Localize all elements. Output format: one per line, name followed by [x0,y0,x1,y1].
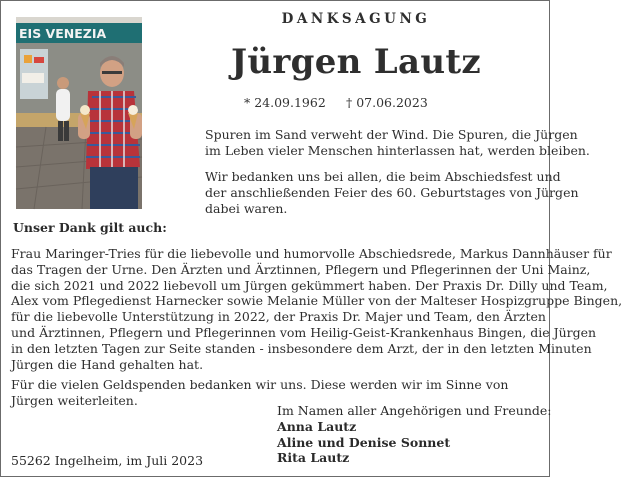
signatory: Anna Lautz [277,418,357,434]
signatory: Aline und Denise Sonnet [277,434,451,450]
donations-paragraph: Für die vielen Geldspenden bedanken wir uns. Diese werden wir im Sinne von Jürgen weiterleiten. [11,377,509,408]
text-line: Jürgen die Hand gehalten hat. [11,356,204,372]
text-line: in den letzten Tagen zur Seite standen - insbesondere dem Arzt, der in den letzten Minuten [11,340,592,356]
place-and-date: 55262 Ingelheim, im Juli 2023 [11,453,204,468]
text-line: Spuren im Sand verweht der Wind. Die Spuren, die Jürgen [205,127,578,142]
portrait-photo-image [16,17,142,209]
signature-block [277,403,552,466]
signature-intro: Im Namen aller Angehörigen und Freunde: [277,403,552,418]
thanks-paragraph-main [11,246,622,372]
text-line: Wir bedanken uns bei allen, die beim Abschiedsfest und [205,169,561,184]
text-line: das Tragen der Urne. Den Ärzten und Ärztinnen, Pflegern und Pflegerinnen der Uni Mainz, [11,261,591,277]
signatory: Rita Lautz [277,450,350,466]
death-date: † 07.06.2023 [346,95,428,110]
text-line: dabei waren. [205,200,288,216]
quote-paragraph [205,127,590,159]
text-line: die sich 2021 und 2022 liebevoll um Jürgen gekümmert haben. Der Praxis Dr. Dilly und Team, [11,277,608,293]
text-line: im Leben vieler Menschen hinterlassen hat, werden bleiben. [205,142,590,158]
text-line: für die liebevolle Unterstützung in 2022, der Praxis Dr. Majer und Team, den Ärzten [11,309,546,325]
shop-sign-text: EIS VENEZIA [19,26,107,41]
portrait-photo [16,17,142,209]
text-line: Alex vom Pflegedienst Harnecker sowie Melanie Müller von der Malteser Hospizgruppe Bingen, [11,293,622,309]
deceased-name: Jürgen Lautz [231,42,481,82]
text-line: der anschließenden Feier des 60. Geburtstages von Jürgen [205,184,579,200]
life-dates [244,95,428,110]
birth-date: * 24.09.1962 [244,95,326,110]
notice-heading: DANKSAGUNG [281,11,431,27]
text-line: Frau Maringer-Tries für die liebevolle und humorvolle Abschiedsrede, Markus Dannhäuser für [11,246,612,261]
thanks-paragraph-intro [205,169,579,216]
thanks-heading: Unser Dank gilt auch: [13,220,167,235]
text-line: und Ärztinnen, Pflegern und Pflegerinnen vom Heilig-Geist-Krankenhaus Bingen, die Jürgen [11,324,597,340]
